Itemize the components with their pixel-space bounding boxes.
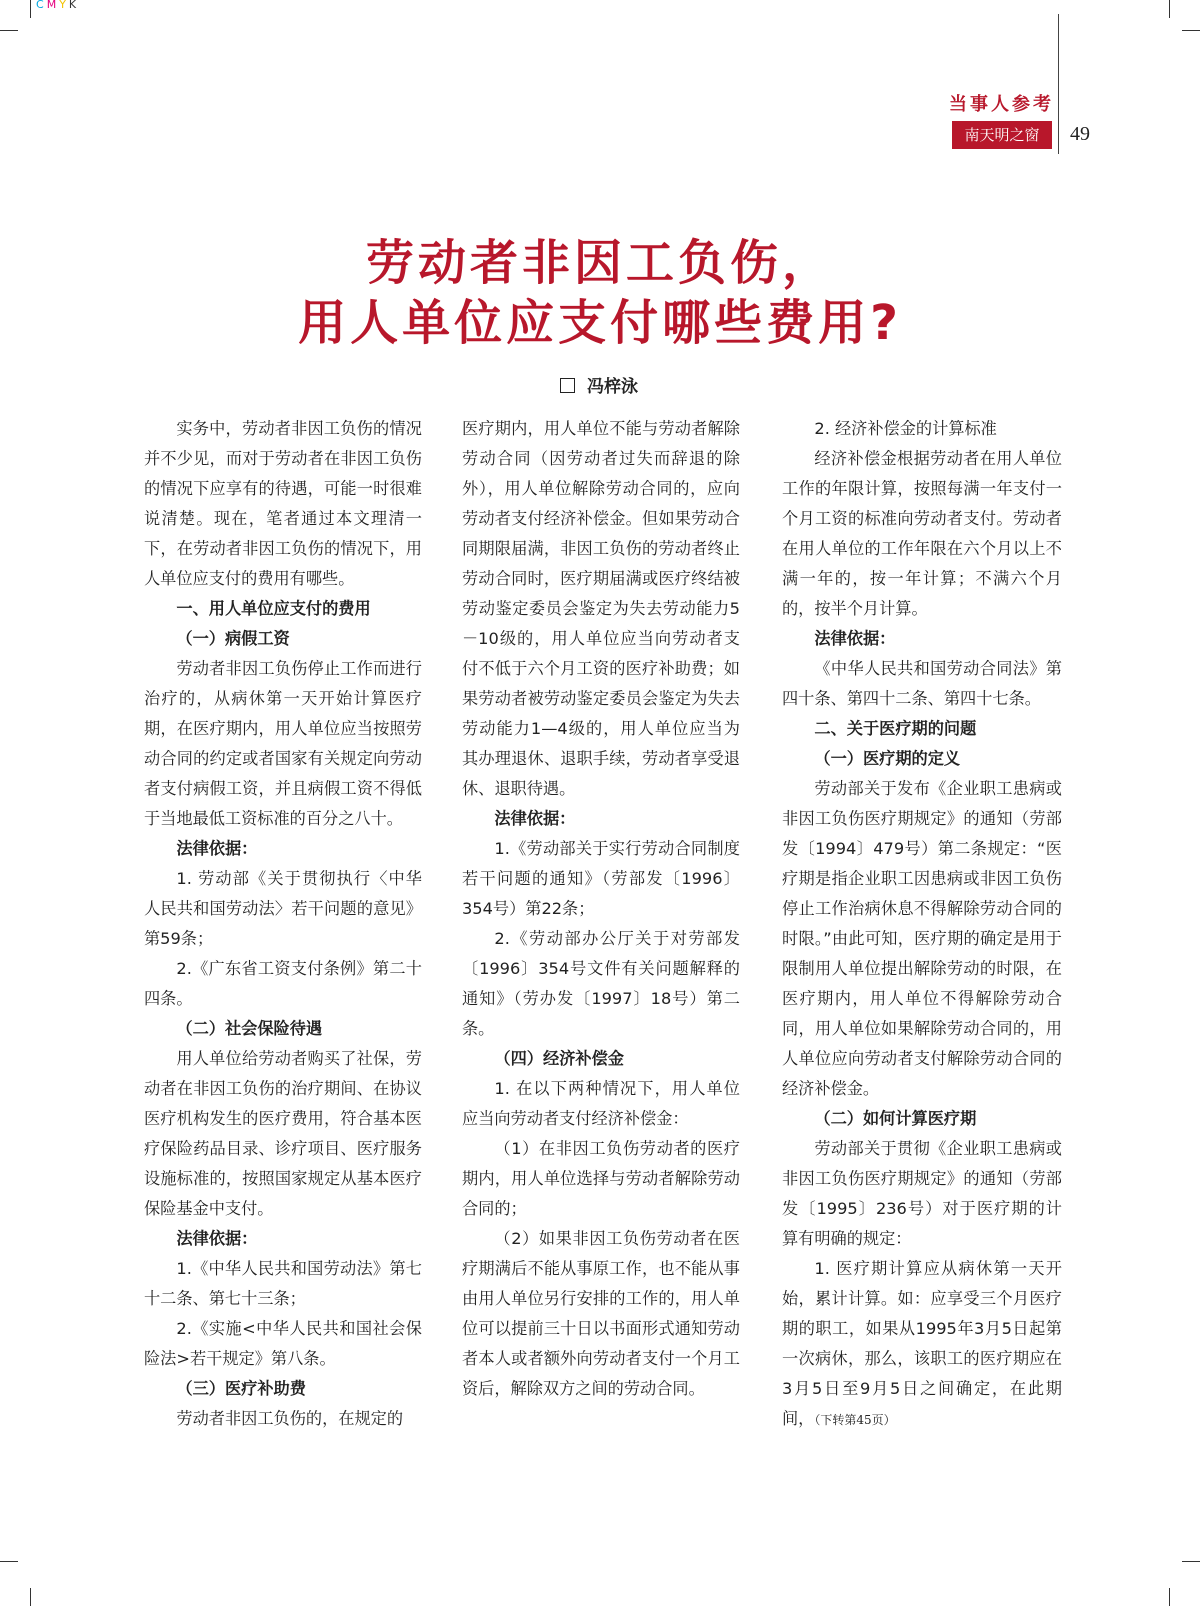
- page-number: 49: [1070, 123, 1090, 145]
- paragraph: 实务中，劳动者非因工负伤的情况并不少见，而对于劳动者在非因工负伤的情况下应享有的待遇，可能一时很难说清楚。现在，笔者通过本文理清一下，在劳动者非因工负伤的情况下，用人单位应支付的费用有哪些。: [144, 419, 422, 588]
- paragraph: 1. 劳动部《关于贯彻执行〈中华人民共和国劳动法〉若干问题的意见》第59条；: [144, 869, 422, 948]
- author-name: 冯梓泳: [587, 377, 638, 397]
- cmyk-color-bar: [36, 0, 79, 11]
- paragraph: 2. 经济补偿金的计算标准: [814, 419, 997, 438]
- text-column-3: [782, 414, 1062, 1435]
- crop-mark-bottom-left: [0, 1561, 18, 1562]
- paragraph: 劳动者非因工负伤停止工作而进行治疗的，从病休第一天开始计算医疗期，在医疗期内，用人单位应当按照劳动合同的约定或者国家有关规定向劳动者支付病假工资，并且病假工资不得低于当地最低工资标准的百分之八十。: [144, 659, 422, 828]
- cmyk-c: C: [36, 0, 47, 11]
- crop-mark-top-left-v: [30, 0, 31, 18]
- section-heading: 法律依据：: [494, 809, 576, 828]
- article-title-line-2: 用人单位应支付哪些费用?: [298, 295, 902, 351]
- section-heading: （二）如何计算医疗期: [814, 1109, 977, 1128]
- crop-mark-bottom-right-v: [1169, 1588, 1170, 1606]
- section-heading: （二）社会保险待遇: [176, 1019, 323, 1038]
- section-heading: 法律依据：: [176, 839, 258, 858]
- section-heading: 法律依据：: [176, 1229, 258, 1248]
- paragraph: 1. 医疗期计算应从病休第一天开始，累计计算。如：应享受三个月医疗期的职工，如果从1995年3月5日起第一次病休，那么，该职工的医疗期应在3月5日至9月5日之间确定，在此期间，（下转第45页）: [782, 1259, 1062, 1428]
- section-heading: 法律依据：: [814, 629, 896, 648]
- crop-mark-top-right-v: [1169, 0, 1170, 18]
- continuation-note: （下转第45页）: [814, 1413, 896, 1427]
- cmyk-y: Y: [59, 0, 69, 11]
- section-heading: （一）医疗期的定义: [814, 749, 961, 768]
- paragraph: 2.《实施<中华人民共和国社会保险法>若干规定》第八条。: [144, 1319, 422, 1368]
- crop-mark-bottom-left-v: [30, 1588, 31, 1606]
- text-column-1: [144, 414, 422, 1434]
- paragraph: 劳动部关于贯彻《企业职工患病或非因工负伤医疗期规定》的通知（劳部发〔1995〕236号）对于医疗期的计算有明确的规定：: [782, 1139, 1062, 1248]
- paragraph: 1.《劳动部关于实行劳动合同制度若干问题的通知》（劳部发〔1996〕354号）第22条；: [462, 839, 740, 918]
- section-heading: 二、关于医疗期的问题: [814, 719, 977, 738]
- crop-mark-top-right: [1182, 30, 1200, 31]
- paragraph: 医疗期内，用人单位不能与劳动者解除劳动合同（因劳动者过失而辞退的除外），用人单位解除劳动合同的，应向劳动者支付经济补偿金。但如果劳动合同期限届满，非因工负伤的劳动者终止劳动合同时，医疗期届满或医疗终结被劳动鉴定委员会鉴定为失去劳动能力5－10级的，用人单位应当向劳动者支付不低于六个月工资的医疗补助费；如果劳动者被劳动鉴定委员会鉴定为失去劳动能力1—4级的，用人单位应当为其办理退休、退职手续，劳动者享受退休、退职待遇。: [462, 419, 740, 798]
- paragraph: 1. 在以下两种情况下，用人单位应当向劳动者支付经济补偿金：: [462, 1079, 740, 1128]
- header-rule: [1058, 14, 1059, 154]
- column-name-badge: 南天明之窗: [952, 121, 1052, 149]
- crop-mark-top-left: [0, 30, 18, 31]
- article-title-line-1: 劳动者非因工负伤，: [365, 235, 834, 291]
- square-icon: [560, 378, 575, 393]
- cmyk-m: M: [46, 0, 60, 11]
- paragraph: 劳动部关于发布《企业职工患病或非因工负伤医疗期规定》的通知（劳部发〔1994〕479号）第二条规定：“医疗期是指企业职工因患病或非因工负伤停止工作治病休息不得解除劳动合同的时限。”由此可知，医疗期的确定是用于限制用人单位提出解除劳动的时限，在医疗期内，用人单位不得解除劳动合同，用人单位如果解除劳动合同的，用人单位应向劳动者支付解除劳动合同的经济补偿金。: [782, 779, 1062, 1098]
- section-heading: （一）病假工资: [176, 629, 290, 648]
- section-heading: （三）医疗补助费: [176, 1379, 306, 1398]
- paragraph: 1.《中华人民共和国劳动法》第七十二条、第七十三条；: [144, 1259, 422, 1308]
- paragraph: 2.《广东省工资支付条例》第二十四条。: [144, 959, 422, 1008]
- cmyk-k: K: [68, 0, 80, 11]
- section-heading: （四）经济补偿金: [494, 1049, 624, 1068]
- section-heading: 一、用人单位应支付的费用: [176, 599, 371, 618]
- paragraph: 劳动者非因工负伤的，在规定的: [176, 1409, 404, 1428]
- crop-mark-bottom-right: [1182, 1561, 1200, 1562]
- section-title: 当事人参考: [949, 94, 1054, 115]
- paragraph: （2）如果非因工负伤劳动者在医疗期满后不能从事原工作，也不能从事由用人单位另行安排的工作的，用人单位可以提前三十日以书面形式通知劳动者本人或者额外向劳动者支付一个月工资后，解除双方之间的劳动合同。: [462, 1229, 740, 1398]
- paragraph: 《中华人民共和国劳动合同法》第四十条、第四十二条、第四十七条。: [782, 659, 1062, 708]
- paragraph: 2.《劳动部办公厅关于对劳部发〔1996〕354号文件有关问题解释的通知》（劳办发〔1997〕18号）第二条。: [462, 929, 740, 1038]
- paragraph: （1）在非因工负伤劳动者的医疗期内，用人单位选择与劳动者解除劳动合同的；: [462, 1139, 740, 1218]
- paragraph: 用人单位给劳动者购买了社保，劳动者在非因工负伤的治疗期间、在协议医疗机构发生的医疗费用，符合基本医疗保险药品目录、诊疗项目、医疗服务设施标准的，按照国家规定从基本医疗保险基金中支付。: [144, 1049, 422, 1218]
- paragraph: 经济补偿金根据劳动者在用人单位工作的年限计算，按照每满一年支付一个月工资的标准向劳动者支付。劳动者在用人单位的工作年限在六个月以上不满一年的，按一年计算；不满六个月的，按半个月计算。: [782, 449, 1062, 618]
- text-column-2: [462, 414, 740, 1404]
- byline: [560, 372, 638, 397]
